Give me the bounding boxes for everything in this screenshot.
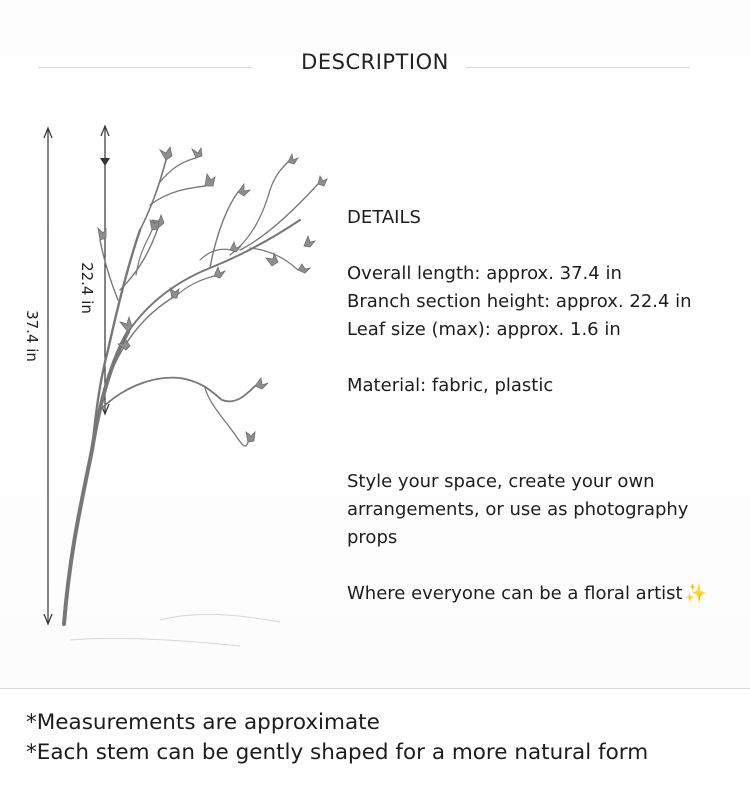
sparkle-icon: ✨ (684, 583, 708, 604)
leaf (205, 174, 215, 186)
leaf (298, 264, 310, 273)
branch-height-text: Branch section height: approx. 22.4 in (347, 291, 692, 312)
section-title: DESCRIPTION (301, 50, 449, 74)
leaf (246, 432, 255, 442)
branch-stems (64, 158, 318, 624)
leaf-size-text: Leaf size (max): approx. 1.6 in (347, 319, 621, 340)
footnote-measurements: *Measurements are approximate (26, 710, 380, 735)
leaf (160, 147, 172, 160)
overall-dimension-line (44, 128, 52, 624)
branch-height-label: 22.4 in (78, 262, 96, 314)
leaf (255, 378, 268, 389)
leaf (230, 242, 241, 252)
leaf (304, 236, 315, 247)
leaf (170, 288, 179, 298)
branch-illustration (0, 100, 340, 660)
header-rule-left (38, 67, 252, 68)
leaf (288, 154, 298, 164)
leaf (214, 267, 225, 278)
details-panel (347, 204, 742, 608)
details-heading: DETAILS (347, 207, 421, 228)
leaf (192, 148, 202, 158)
style-text: Style your space, create your own arrangements, or use as photography props (347, 471, 689, 548)
leaf (238, 184, 250, 196)
overall-length-label: 37.4 in (23, 310, 41, 362)
leaf (120, 317, 132, 332)
footer-divider (0, 688, 750, 689)
tagline-text (347, 580, 742, 608)
branch-leaves (98, 147, 327, 442)
footnotes (26, 708, 746, 768)
leaf (318, 176, 327, 186)
branch-dimension-line (100, 126, 110, 414)
tagline-label: Where everyone can be a floral artist (347, 583, 683, 604)
branch-drawing (0, 100, 340, 660)
header-rule-right (466, 67, 690, 68)
leaf-sketch-shadow (70, 614, 280, 646)
footnote-shaping: *Each stem can be gently shaped for a more natural form (26, 740, 649, 765)
material-text: Material: fabric, plastic (347, 375, 554, 396)
overall-length-text: Overall length: approx. 37.4 in (347, 263, 622, 284)
description-header (0, 46, 750, 82)
